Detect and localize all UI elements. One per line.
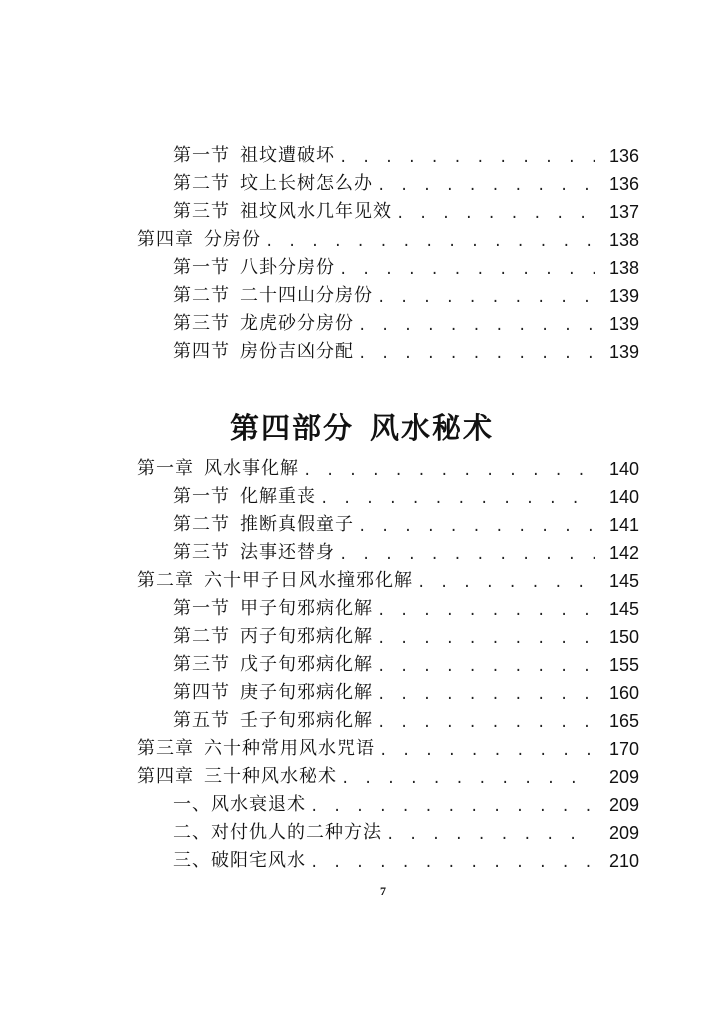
toc-entry-page: 139 (608, 286, 639, 306)
toc-entry-title: 风水事化解 (204, 458, 299, 479)
toc-entry-title: 三十种风水秘术 (204, 766, 337, 787)
toc-entry-section (0, 483, 724, 511)
toc-entry-page: 150 (608, 627, 639, 647)
toc-entry-number: 第五节 (173, 710, 230, 731)
toc-dot-leader (377, 653, 595, 681)
toc-entry-enum (0, 791, 724, 819)
toc-entry-title: 二十四山分房份 (240, 285, 373, 306)
toc-entry-number: 第四章 (137, 229, 194, 250)
page-number: 7 (380, 884, 386, 898)
toc-entry-page: 209 (608, 767, 639, 787)
toc-dot-leader (377, 681, 595, 709)
toc-list-bottom (0, 455, 724, 875)
toc-entry-page: 160 (608, 683, 639, 703)
toc-dot-leader (377, 284, 595, 312)
toc-entry-page: 139 (608, 314, 639, 334)
toc-entry-title: 祖坟风水几年见效 (240, 201, 392, 222)
toc-entry-number: 第一节 (173, 145, 230, 166)
toc-entry-chapter (0, 735, 724, 763)
toc-entry-page: 209 (608, 795, 639, 815)
toc-dot-leader (417, 569, 595, 597)
toc-entry-page: 138 (608, 230, 639, 250)
toc-dot-leader (310, 849, 595, 877)
toc-entry-title: 戊子旬邪病化解 (240, 654, 373, 675)
toc-entry-section (0, 254, 724, 282)
toc-entry-title: 一、风水衰退术 (173, 794, 306, 815)
toc-entry-page: 139 (608, 342, 639, 362)
toc-entry-number: 第三节 (173, 654, 230, 675)
part-number: 第四部分 (229, 411, 354, 445)
toc-entry-page: 145 (608, 599, 639, 619)
toc-dot-leader (341, 765, 595, 793)
toc-entry-title: 三、破阳宅风水 (173, 850, 306, 871)
toc-entry-number: 第二节 (173, 514, 230, 535)
toc-dot-leader (377, 625, 595, 653)
toc-entry-page: 210 (608, 851, 639, 871)
toc-entry-number: 第三节 (173, 542, 230, 563)
toc-entry-page: 140 (608, 487, 639, 507)
toc-entry-section (0, 595, 724, 623)
toc-entry-title: 坟上长树怎么办 (240, 173, 373, 194)
toc-entry-section (0, 170, 724, 198)
toc-entry-page: 155 (608, 655, 639, 675)
toc-dot-leader (379, 737, 595, 765)
toc-entry-enum (0, 847, 724, 875)
toc-entry-page: 141 (608, 515, 639, 535)
toc-entry-page: 145 (608, 571, 639, 591)
toc-dot-leader (339, 144, 595, 172)
toc-dot-leader (358, 312, 595, 340)
toc-entry-title: 甲子旬邪病化解 (240, 598, 373, 619)
toc-entry-number: 第三节 (173, 201, 230, 222)
toc-entry-title: 化解重丧 (240, 486, 316, 507)
toc-list-top (0, 142, 724, 366)
toc-entry-chapter (0, 455, 724, 483)
toc-entry-title: 八卦分房份 (240, 257, 335, 278)
toc-entry-title: 法事还替身 (240, 542, 335, 563)
toc-entry-number: 第一节 (173, 257, 230, 278)
toc-entry-title: 祖坟遭破坏 (240, 145, 335, 166)
toc-entry-page: 209 (608, 823, 639, 843)
toc-entry-title: 二、对付仇人的二种方法 (173, 822, 382, 843)
toc-entry-chapter (0, 226, 724, 254)
toc-dot-leader (339, 256, 595, 284)
toc-dot-leader (377, 709, 595, 737)
toc-entry-enum (0, 819, 724, 847)
toc-entry-page: 136 (608, 174, 639, 194)
toc-entry-number: 第三章 (137, 738, 194, 759)
toc-entry-title: 六十种常用风水咒语 (204, 738, 375, 759)
toc-entry-page: 136 (608, 146, 639, 166)
toc-entry-number: 第一节 (173, 598, 230, 619)
toc-entry-title: 推断真假童子 (240, 514, 354, 535)
toc-dot-leader (339, 541, 595, 569)
toc-entry-section (0, 679, 724, 707)
part-title: 风水秘术 (370, 411, 495, 445)
toc-entry-number: 第三节 (173, 313, 230, 334)
toc-entry-page: 165 (608, 711, 639, 731)
toc-entry-chapter (0, 567, 724, 595)
toc-entry-number: 第二节 (173, 173, 230, 194)
toc-dot-leader (396, 200, 595, 228)
toc-entry-section (0, 142, 724, 170)
toc-entry-number: 第四节 (173, 682, 230, 703)
toc-dot-leader (320, 485, 595, 513)
toc-entry-page: 138 (608, 258, 639, 278)
toc-dot-leader (303, 457, 595, 485)
toc-entry-title: 六十甲子日风水撞邪化解 (204, 570, 413, 591)
toc-entry-number: 第一章 (137, 458, 194, 479)
toc-entry-number: 第二节 (173, 285, 230, 306)
toc-entry-number: 第四章 (137, 766, 194, 787)
toc-dot-leader (377, 597, 595, 625)
toc-dot-leader (386, 821, 595, 849)
toc-dot-leader (358, 340, 595, 368)
toc-entry-section (0, 198, 724, 226)
toc-dot-leader (358, 513, 595, 541)
toc-dot-leader (377, 172, 595, 200)
toc-entry-title: 房份吉凶分配 (240, 341, 354, 362)
part-heading (0, 408, 724, 448)
toc-entry-section (0, 511, 724, 539)
toc-entry-section (0, 539, 724, 567)
toc-entry-title: 分房份 (204, 229, 261, 250)
toc-entry-section (0, 707, 724, 735)
toc-entry-page: 142 (608, 543, 639, 563)
toc-entry-section (0, 338, 724, 366)
toc-entry-chapter (0, 763, 724, 791)
toc-entry-title: 庚子旬邪病化解 (240, 682, 373, 703)
toc-dot-leader (265, 228, 595, 256)
toc-entry-title: 壬子旬邪病化解 (240, 710, 373, 731)
toc-entry-number: 第二节 (173, 626, 230, 647)
toc-entry-section (0, 282, 724, 310)
toc-entry-section (0, 623, 724, 651)
toc-entry-page: 137 (608, 202, 639, 222)
toc-entry-page: 140 (608, 459, 639, 479)
toc-entry-number: 第四节 (173, 341, 230, 362)
toc-entry-number: 第二章 (137, 570, 194, 591)
toc-entry-title: 丙子旬邪病化解 (240, 626, 373, 647)
toc-entry-section (0, 310, 724, 338)
toc-entry-title: 龙虎砂分房份 (240, 313, 354, 334)
toc-entry-section (0, 651, 724, 679)
toc-entry-number: 第一节 (173, 486, 230, 507)
toc-dot-leader (310, 793, 595, 821)
toc-entry-page: 170 (608, 739, 639, 759)
